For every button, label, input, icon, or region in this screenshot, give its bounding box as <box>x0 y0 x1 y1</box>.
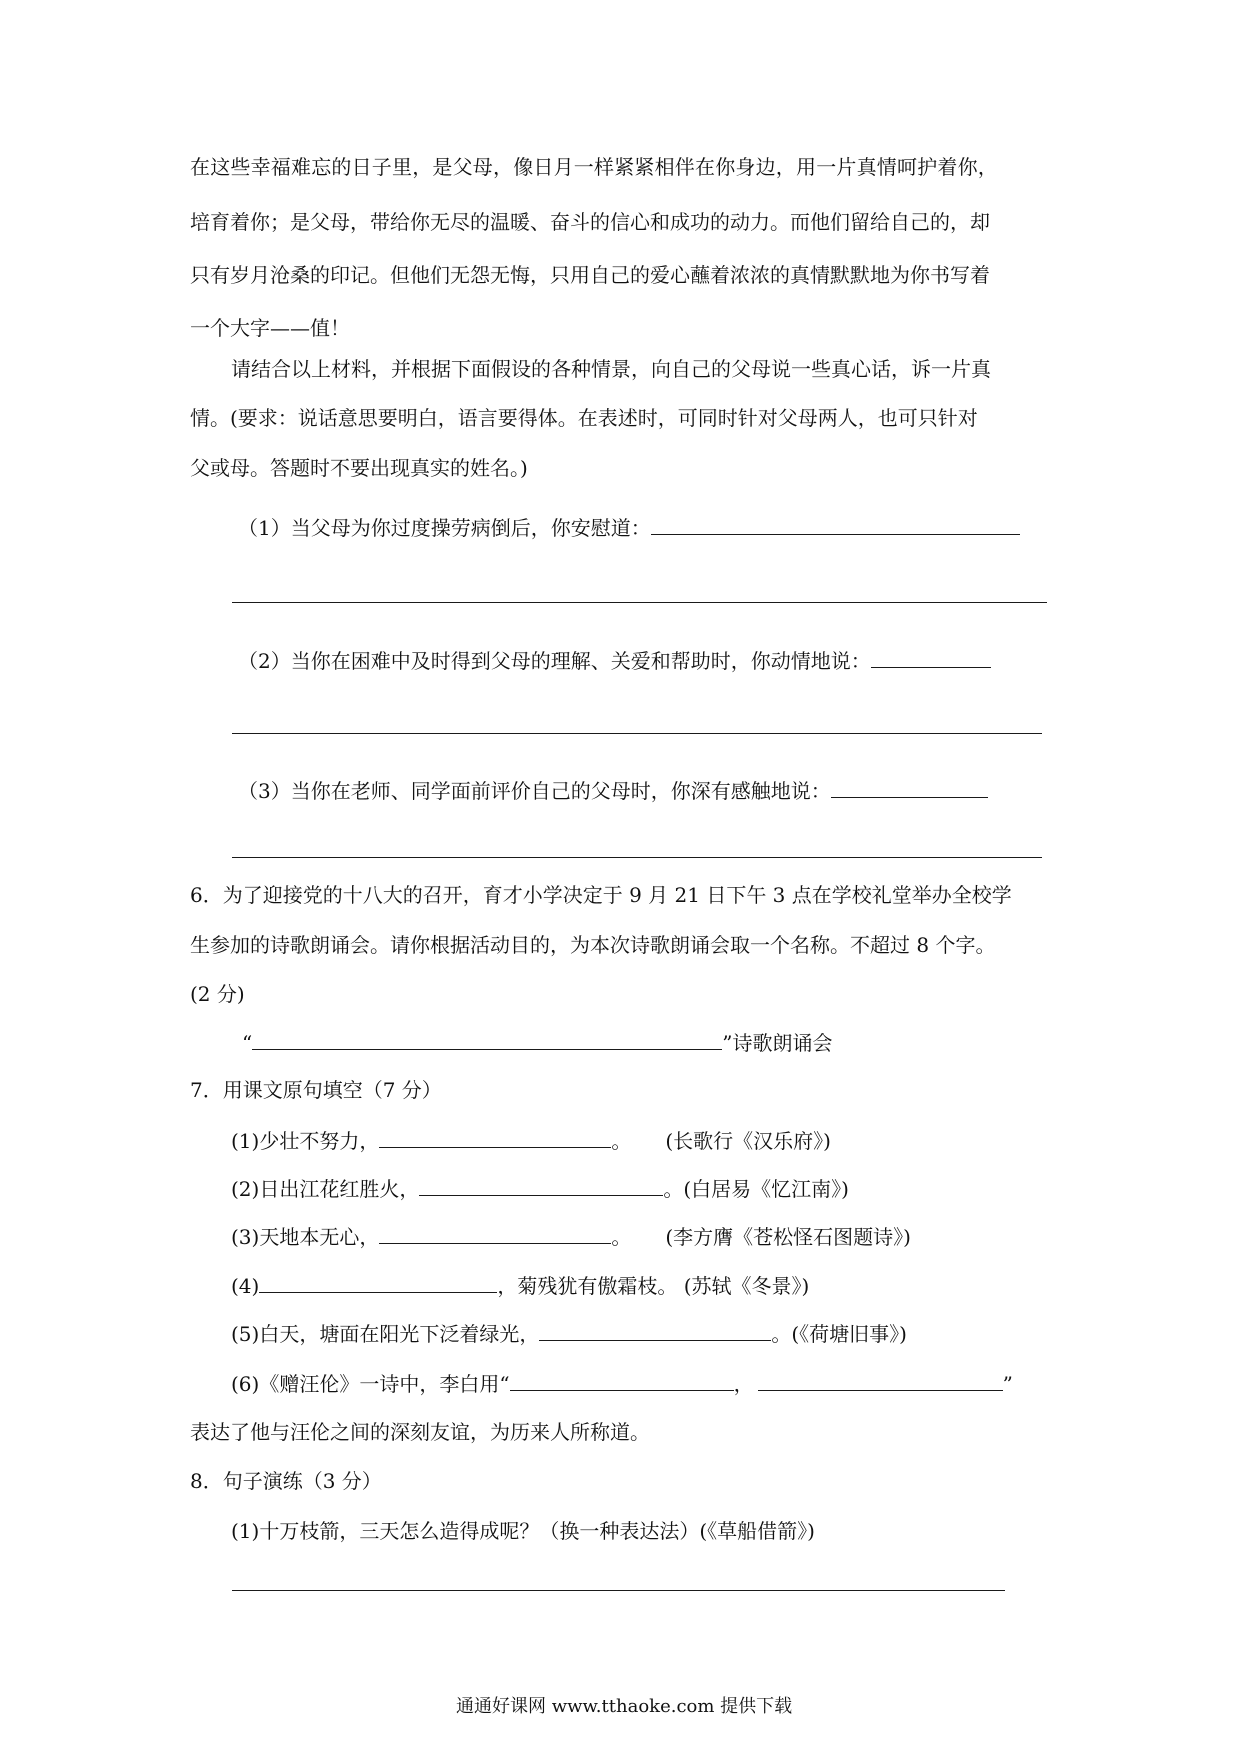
passage-line: 只有岁月沧桑的印记。但他们无怨无悔，只用自己的爱心蘸着浓浓的真情默默地为你书写着 <box>190 263 990 287</box>
answer-line[interactable] <box>232 602 1047 603</box>
q7-item-text: (1)少壮不努力， <box>231 1129 380 1153</box>
q8-title: 8．句子演练（3 分） <box>190 1469 382 1493</box>
answer-blank[interactable] <box>651 512 1020 535</box>
q7-item-text: (5)白天，塘面在阳光下泛着绿光， <box>231 1322 540 1346</box>
answer-line[interactable] <box>232 1590 1005 1591</box>
answer-blank[interactable] <box>831 775 988 798</box>
answer-blank[interactable] <box>259 1270 497 1293</box>
close-quote-label: ”诗歌朗诵会 <box>722 1031 833 1055</box>
answer-line[interactable] <box>232 733 1042 734</box>
passage-line: 在这些幸福难忘的日子里，是父母，像日月一样紧紧相伴在你身边，用一片真情呵护着你， <box>190 155 998 179</box>
q6-line: (2 分) <box>190 982 245 1006</box>
q7-item <box>231 1270 809 1300</box>
q7-item-text: 。 <box>611 1225 632 1249</box>
instruction-line: 情。(要求：说话意思要明白，语言要得体。在表述时，可同时针对父母两人，也可只针对 <box>190 406 978 430</box>
instruction-line: 请结合以上材料，并根据下面假设的各种情景，向自己的父母说一些真心话，诉一片真 <box>231 357 991 381</box>
q7-item <box>231 1318 907 1348</box>
q5-item-1 <box>238 512 1020 542</box>
q7-item-source: (李方膺《苍松怪石图题诗》) <box>665 1225 911 1249</box>
q6-line: 6．为了迎接党的十八大的召开，育才小学决定于 9 月 21 日下午 3 点在学校礼堂举办全校学 <box>190 883 1012 907</box>
q5-item-2-text: （2）当你在困难中及时得到父母的理解、关爱和帮助时，你动情地说： <box>238 649 871 673</box>
q7-item-text: 。(《荷塘旧事》) <box>771 1322 907 1346</box>
q7-item-source: (长歌行《汉乐府》) <box>665 1129 831 1153</box>
q7-item-text: (6)《赠汪伦》一诗中，李白用“ <box>231 1372 510 1396</box>
q7-item-6 <box>231 1368 1013 1398</box>
answer-line[interactable] <box>232 857 1042 858</box>
q5-item-2 <box>238 645 991 675</box>
answer-blank[interactable] <box>539 1318 771 1341</box>
answer-blank[interactable] <box>871 645 991 668</box>
q7-item-text: 。 <box>611 1129 632 1153</box>
q5-item-3-text: （3）当你在老师、同学面前评价自己的父母时，你深有感触地说： <box>238 779 831 803</box>
answer-blank[interactable] <box>419 1173 663 1196</box>
q6-name-fill <box>242 1027 832 1057</box>
answer-blank[interactable] <box>379 1221 611 1244</box>
answer-blank[interactable] <box>252 1027 722 1050</box>
open-quote: “ <box>242 1031 253 1055</box>
q7-item-text: ，菊残犹有傲霜枝。 (苏轼《冬景》) <box>497 1274 810 1298</box>
passage-line: 一个大字——值！ <box>190 316 350 340</box>
q7-item-text: (4) <box>231 1274 260 1298</box>
q5-item-1-text: （1）当父母为你过度操劳病倒后，你安慰道： <box>238 516 651 540</box>
q7-item-text: ” <box>1002 1372 1013 1396</box>
q7-item <box>231 1125 831 1155</box>
passage-line: 培育着你；是父母，带给你无尽的温暖、奋斗的信心和成功的动力。而他们留给自己的，却 <box>190 210 990 234</box>
q7-item-text: (3)天地本无心， <box>231 1225 380 1249</box>
answer-blank[interactable] <box>758 1368 1003 1391</box>
q7-item-text: (2)日出江花红胜火， <box>231 1177 420 1201</box>
page-footer: 通通好课网 www.tthaoke.com 提供下载 <box>456 1696 793 1717</box>
q6-line: 生参加的诗歌朗诵会。请你根据活动目的，为本次诗歌朗诵会取一个名称。不超过 8 个字。 <box>190 933 996 957</box>
q7-item-text: ， <box>733 1372 754 1396</box>
q8-item-1: (1)十万枝箭，三天怎么造得成呢？（换一种表达法）(《草船借箭》) <box>231 1519 815 1543</box>
answer-blank[interactable] <box>510 1368 734 1391</box>
q7-item <box>231 1173 849 1203</box>
q7-title: 7．用课文原句填空（7 分） <box>190 1078 442 1102</box>
q7-item-text: 。(白居易《忆江南》) <box>663 1177 849 1201</box>
instruction-line: 父或母。答题时不要出现真实的姓名。) <box>190 456 528 480</box>
q5-item-3 <box>238 775 988 805</box>
q7-item-6-tail: 表达了他与汪伦之间的深刻友谊，为历来人所称道。 <box>190 1420 650 1444</box>
q7-item <box>231 1221 911 1251</box>
answer-blank[interactable] <box>379 1125 611 1148</box>
